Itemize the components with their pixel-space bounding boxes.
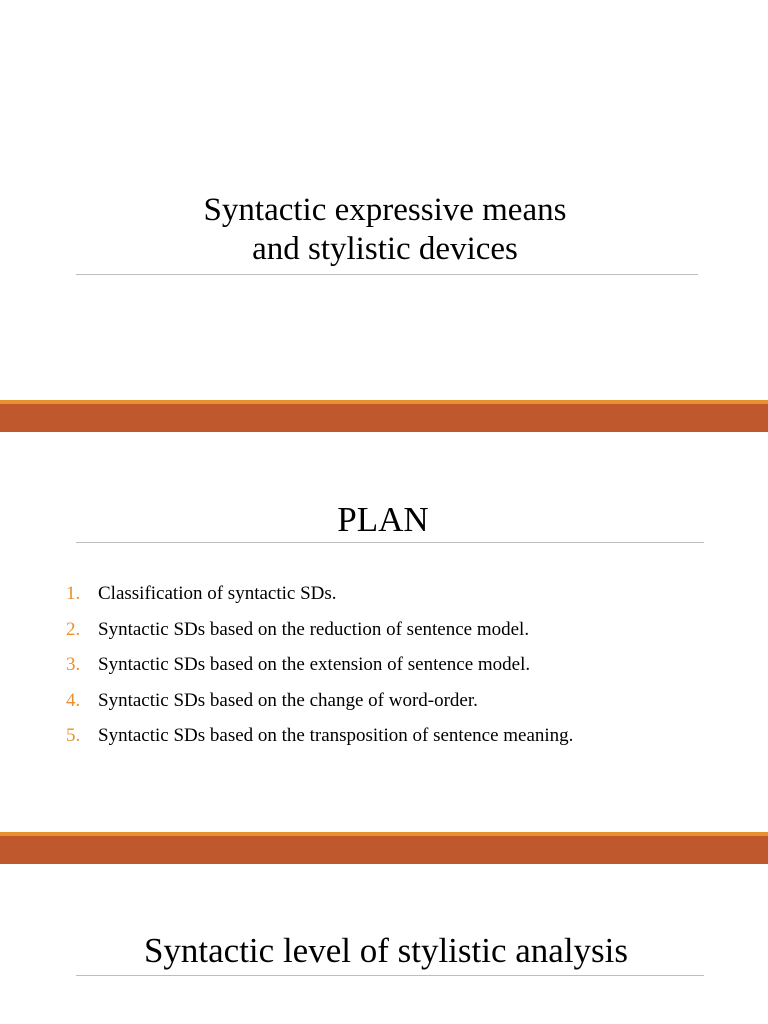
slide-3-title: Syntactic level of stylistic analysis — [143, 931, 629, 970]
plan-item-text: Classification of syntactic SDs. — [98, 583, 337, 604]
plan-list — [66, 582, 573, 760]
slide-1-title — [0, 191, 768, 269]
slide-3-title-underline — [76, 975, 704, 976]
plan-title: PLAN — [337, 500, 429, 539]
plan-item-text: Syntactic SDs based on the change of word-order. — [98, 689, 478, 711]
slide-title — [0, 0, 768, 400]
plan-item-number: 4. — [66, 689, 81, 711]
plan-item-number: 2. — [66, 618, 81, 640]
slide-1-title-line-2: and stylistic devices — [252, 231, 518, 267]
plan-item-text: Syntactic SDs based on the reduction of sentence model. — [98, 618, 530, 640]
plan-item — [66, 653, 573, 689]
plan-item — [66, 689, 573, 725]
plan-item — [66, 618, 573, 654]
slide-1-title-line-1: Syntactic expressive means — [203, 192, 567, 228]
plan-item-text: Syntactic SDs based on the transposition of sentence meaning. — [98, 725, 574, 746]
plan-item-text: Syntactic SDs based on the extension of sentence model. — [98, 654, 531, 675]
plan-item-number: 3. — [66, 654, 81, 675]
title-underline — [76, 274, 698, 275]
slide-separator — [0, 400, 768, 432]
plan-item — [66, 724, 573, 760]
plan-item-number: 5. — [66, 725, 81, 746]
slide-separator — [0, 832, 768, 864]
plan-item-number: 1. — [66, 583, 81, 604]
plan-item — [66, 582, 573, 618]
plan-title-underline — [76, 542, 704, 543]
